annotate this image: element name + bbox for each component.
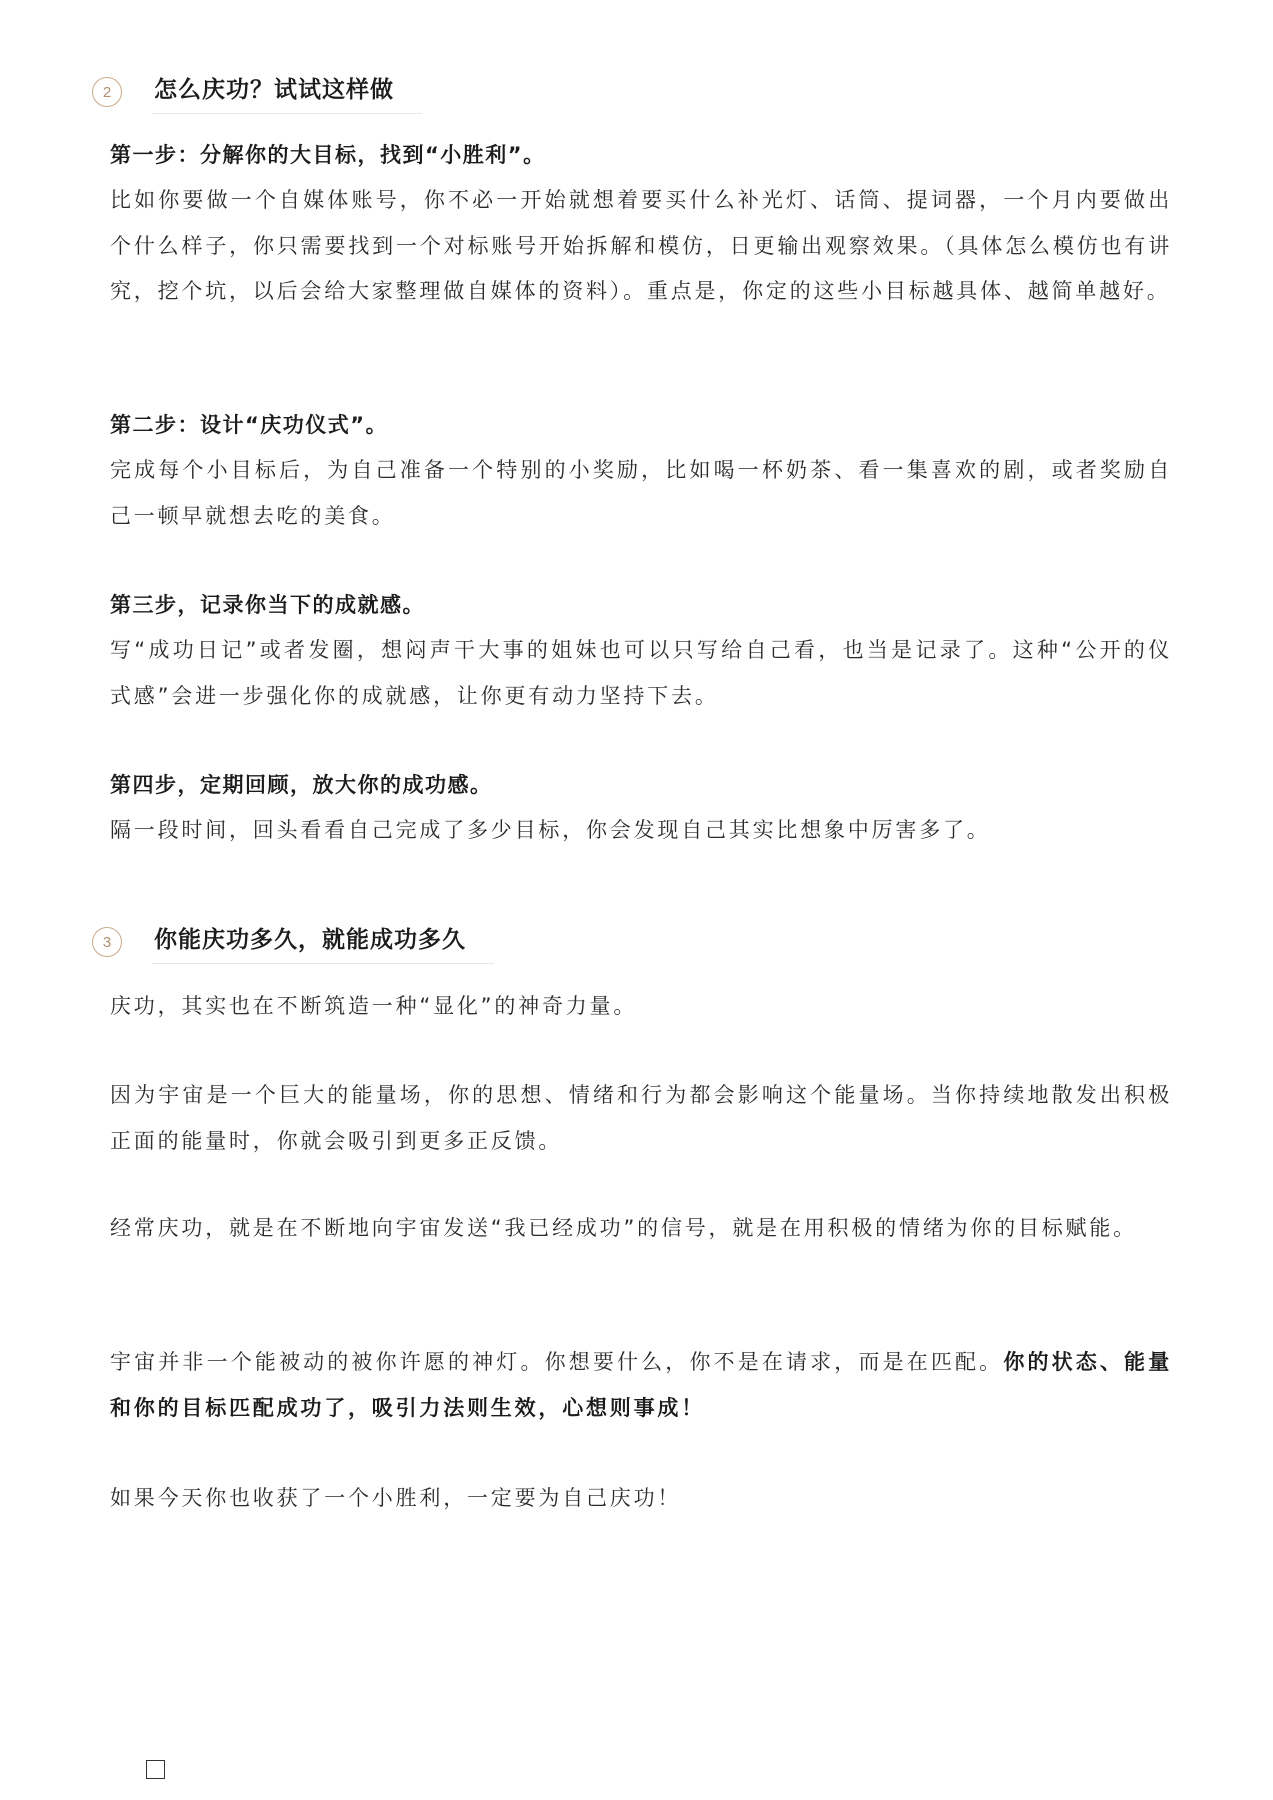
step-2-heading: 第二步：设计“庆功仪式”。 (110, 413, 389, 437)
paragraph-5-text: 如果今天你也收获了一个小胜利，一定要为自己庆功！ (110, 1486, 682, 1510)
paragraph-4-text (110, 1340, 1172, 1431)
step-4 (110, 762, 1172, 854)
paragraph-3-text: 经常庆功，就是在不断地向宇宙发送“我已经成功”的信号，就是在用积极的情绪为你的目标赋能。 (110, 1216, 1137, 1240)
paragraph-3 (110, 1206, 1172, 1252)
section-title-wrap (152, 71, 402, 114)
paragraph-2 (110, 1073, 1172, 1164)
section-2-header (92, 70, 402, 114)
step-1-body: 比如你要做一个自媒体账号，你不必一开始就想着要买什么补光灯、话筒、提词器，一个月内要做出个什么样子，你只需要找到一个对标账号开始拆解和模仿，日更输出观察效果。（具体怎么模仿也有讲究，挖个坑，以后会给大家整理做自媒体的资料）。重点是，你定的这些小目标越具体、越简单越好。 (110, 188, 1172, 303)
paragraph-1 (110, 984, 1172, 1030)
section-2-title: 怎么庆功？试试这样做 (154, 76, 394, 103)
step-4-heading: 第四步，定期回顾，放大你的成功感。 (110, 773, 493, 797)
step-3-body: 写“成功日记”或者发圈，想闷声干大事的姐妹也可以只写给自己看，也当是记录了。这种“公开的仪式感”会进一步强化你的成就感，让你更有动力坚持下去。 (110, 638, 1172, 708)
paragraph-4-bold: 你的状态、能量和你的目标匹配成功了，吸引力法则生效，心想则事成！ (110, 1350, 1172, 1420)
section-number-badge: 3 (92, 927, 122, 957)
paragraph-2-text: 因为宇宙是一个巨大的能量场，你的思想、情绪和行为都会影响这个能量场。当你持续地散发出积极正面的能量时，你就会吸引到更多正反馈。 (110, 1083, 1172, 1153)
section-3-title: 你能庆功多久，就能成功多久 (154, 926, 466, 953)
step-1-heading: 第一步：分解你的大目标，找到“小胜利”。 (110, 143, 546, 167)
paragraph-5 (110, 1476, 1172, 1522)
step-3-heading: 第三步，记录你当下的成就感。 (110, 593, 425, 617)
step-1 (110, 132, 1172, 315)
step-4-body: 隔一段时间，回头看看自己完成了多少目标，你会发现自己其实比想象中厉害多了。 (110, 818, 991, 842)
step-2 (110, 402, 1172, 539)
section-3-header (92, 920, 474, 964)
step-2-body: 完成每个小目标后，为自己准备一个特别的小奖励，比如喝一杯奶茶、看一集喜欢的剧，或者奖励自己一顿早就想去吃的美食。 (110, 458, 1172, 528)
paragraph-4-plain: 宇宙并非一个能被动的被你许愿的神灯。你想要什么，你不是在请求，而是在匹配。 (110, 1350, 1004, 1374)
section-number-badge: 2 (92, 77, 122, 107)
paragraph-1-text: 庆功，其实也在不断筑造一种“显化”的神奇力量。 (110, 994, 638, 1018)
paragraph-4 (110, 1340, 1172, 1431)
section-title-wrap (152, 921, 474, 964)
title-underline (152, 113, 422, 114)
title-underline (152, 963, 494, 964)
checkbox[interactable] (146, 1760, 165, 1779)
step-3 (110, 582, 1172, 719)
